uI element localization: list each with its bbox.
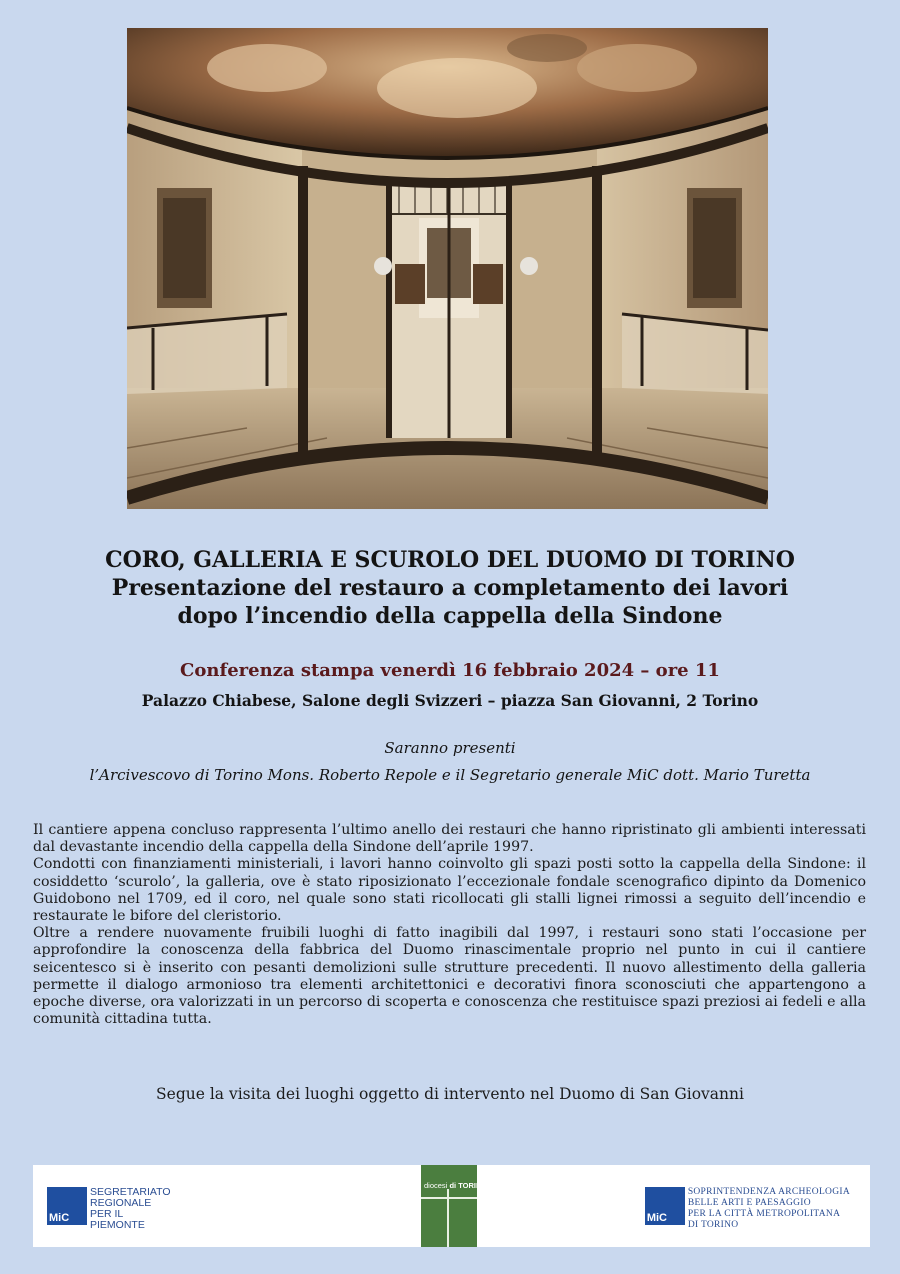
conference-date: Conferenza stampa venerdì 16 febbraio 2024 – ore 11	[180, 660, 720, 681]
segretariato-logo: MiC SEGRETARIATO REGIONALE PER IL PIEMONTE	[49, 1186, 171, 1231]
diocesi-torino-logo: diocesi di TORINO	[421, 1165, 477, 1247]
visit-note: Segue la visita dei luoghi oggetto di intervento nel Duomo di San Giovanni	[156, 1085, 744, 1103]
body-paragraph-2: Condotti con finanziamenti ministeriali, i lavori hanno coinvolto gli spazi posti sotto la cappella della Sindone: il cosiddetto ‘scurolo’, la galleria, ove è stato riposizionato l’eccezionale fondale scenografico dipinto da Domenico Guidobono nel 1709, ed il coro, nel quale sono stati ricollocati gli stalli lignei rimossi a seguito dell’incendio e restaurate le bifore del cleristorio.	[33, 856, 866, 925]
soprintendenza-logo: MiC SOPRINTENDENZA ARCHEOLOGIA BELLE ARTI E PAESAGGIO PER LA CITTÀ METROPOLITANA DI TORINO	[646, 1187, 850, 1230]
press-title	[0, 546, 900, 630]
mic-icon: MiC	[645, 1187, 685, 1225]
title-line-1: CORO, GALLERIA E SCUROLO DEL DUOMO DI TORINO	[105, 547, 795, 573]
mic-icon: MiC	[47, 1187, 87, 1225]
title-line-3: dopo l’incendio della cappella della Sindone	[177, 603, 723, 629]
church-interior-photo	[127, 28, 768, 509]
title-line-2: Presentazione del restauro a completamento dei lavori	[111, 575, 789, 601]
conference-venue: Palazzo Chiabese, Salone degli Svizzeri – piazza San Giovanni, 2 Torino	[141, 691, 759, 710]
logo-footer	[33, 1165, 870, 1247]
attendees-heading: Saranno presenti	[384, 739, 516, 757]
body-paragraph-3: Oltre a rendere nuovamente fruibili luoghi di fatto inagibili dal 1997, i restauri sono stati l’occasione per approfondire la conoscenza della fabbrica del Duomo rinascimentale proprio nel punto in cui il cantiere seicentesco si è inserito con pesanti demolizioni sulle strutture precedenti. Il nuovo allestimento della galleria permette il dialogo armonioso tra elementi architettonici e decorativi finora sconosciuti che appartengono a epoche diverse, ora valorizzati in un percorso di scoperta e conoscenza che restituisce spazi preziosi ai fedeli e alla comunità cittadina tutta.	[33, 925, 866, 1028]
body-paragraph-1: Il cantiere appena concluso rappresenta l’ultimo anello dei restauri che hanno ripristinato gli ambienti interessati dal devastante incendio della cappella della Sindone dell’aprile 1997.	[33, 822, 866, 856]
attendees	[0, 735, 900, 789]
press-body	[33, 822, 866, 1028]
attendees-names: l’Arcivescovo di Torino Mons. Roberto Repole e il Segretario generale MiC dott. Mario Turetta	[89, 766, 811, 784]
